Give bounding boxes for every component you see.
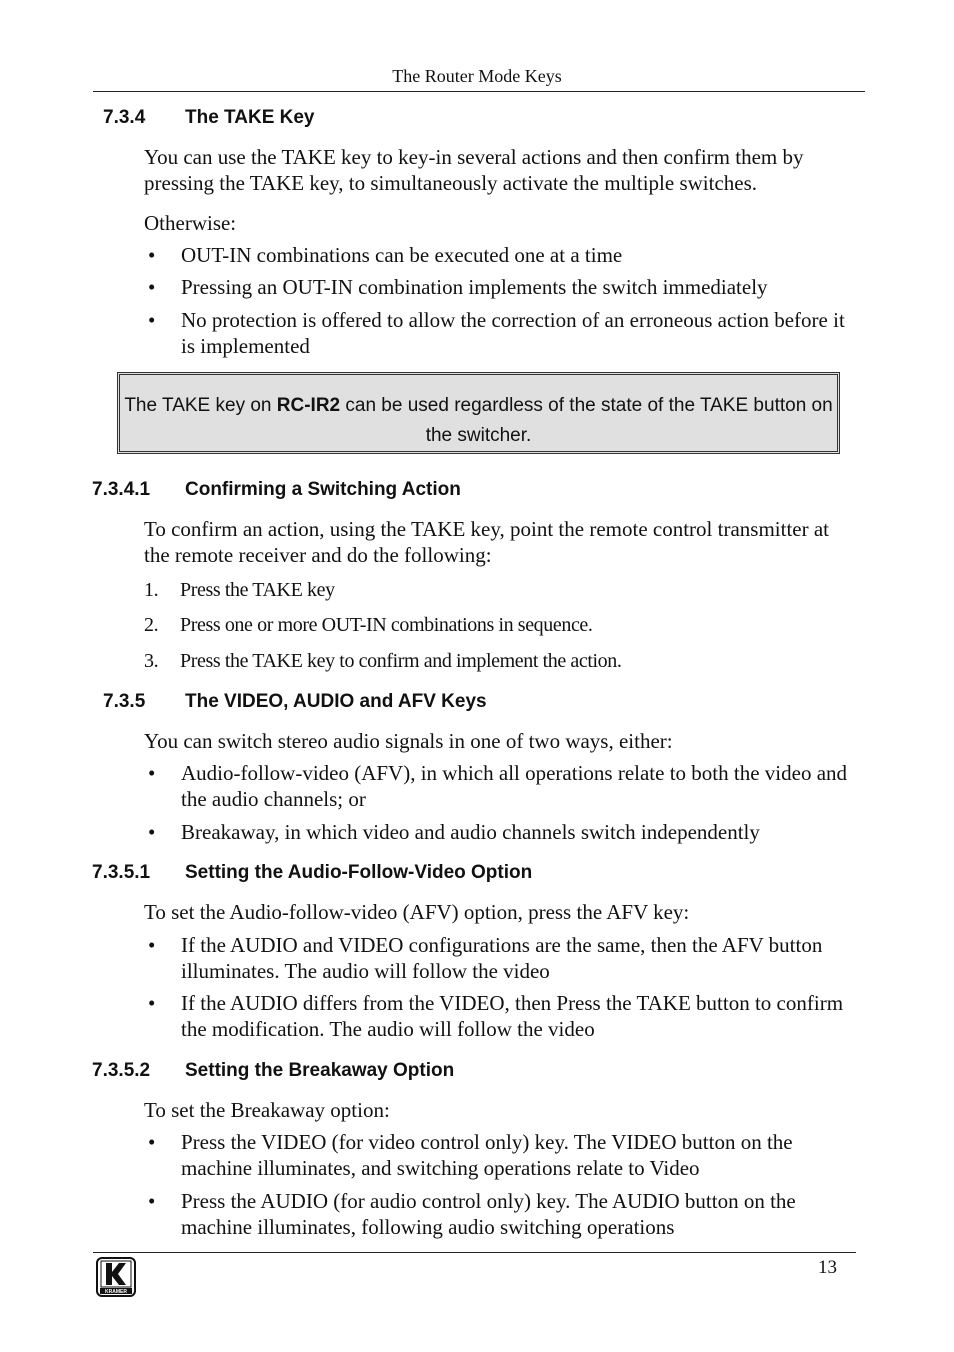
section-number: 7.3.5.2 bbox=[92, 1060, 151, 1081]
section-heading-7-3-5-1 bbox=[92, 862, 532, 884]
bullet-text: Press the VIDEO (for video control only) key. The VIDEO button on the machine illuminates, and switching operations relate to Video bbox=[181, 1130, 793, 1180]
numbered-step bbox=[144, 613, 854, 637]
paragraph-breakaway-intro: To set the Breakaway option: bbox=[144, 1098, 390, 1122]
paragraph-take-intro: You can use the TAKE key to key-in several actions and then confirm them by pressing the TAKE key, to simultaneously activate the multiple switches. bbox=[144, 145, 804, 195]
bullet-item bbox=[144, 819, 854, 845]
step-text: Press the TAKE key bbox=[180, 579, 335, 601]
bullet-item bbox=[144, 307, 854, 359]
note-text-prefix: The TAKE key on bbox=[124, 395, 277, 416]
bullet-text: If the AUDIO differs from the VIDEO, then Press the TAKE button to confirm the modification. The audio will follow the video bbox=[181, 991, 844, 1041]
section-heading-7-3-5-2 bbox=[92, 1060, 454, 1082]
bullet-text: Audio-follow-video (AFV), in which all operations relate to both the video and the audio channels; or bbox=[181, 761, 848, 811]
running-header: The Router Mode Keys bbox=[392, 66, 562, 86]
section-number: 7.3.5.1 bbox=[92, 862, 151, 883]
section-number: 7.3.5 bbox=[103, 691, 146, 712]
bullet-icon: • bbox=[148, 991, 156, 1015]
numbered-step bbox=[144, 649, 854, 673]
section-heading-7-3-5 bbox=[103, 691, 487, 713]
numbered-step bbox=[144, 578, 854, 602]
section-title: Confirming a Switching Action bbox=[185, 479, 461, 500]
step-text: Press the TAKE key to confirm and implement the action. bbox=[180, 650, 622, 672]
paragraph-confirm-intro: To confirm an action, using the TAKE key, point the remote control transmitter at the remote receiver and do the following: bbox=[144, 517, 830, 567]
bullet-text: No protection is offered to allow the correction of an erroneous action before it is implemented bbox=[181, 308, 845, 358]
section-number: 7.3.4.1 bbox=[92, 479, 151, 500]
bullet-icon: • bbox=[148, 1189, 156, 1213]
paragraph-otherwise: Otherwise: bbox=[144, 211, 237, 235]
page-number: 13 bbox=[818, 1257, 837, 1278]
paragraph-afv-intro: To set the Audio-follow-video (AFV) option, press the AFV key: bbox=[144, 900, 690, 924]
bullet-icon: • bbox=[148, 1130, 156, 1154]
note-box bbox=[117, 372, 840, 454]
section-title: The TAKE Key bbox=[185, 107, 315, 128]
step-number: 3. bbox=[144, 650, 159, 672]
bullet-item bbox=[144, 760, 854, 812]
section-heading-7-3-4 bbox=[103, 107, 315, 129]
bullet-icon: • bbox=[148, 308, 156, 332]
bullet-item bbox=[144, 1129, 854, 1181]
section-number: 7.3.4 bbox=[103, 107, 146, 128]
bullet-icon: • bbox=[148, 761, 156, 785]
bullet-text: OUT-IN combinations can be executed one at a time bbox=[181, 243, 623, 267]
bullet-icon: • bbox=[148, 820, 156, 844]
bullet-icon: • bbox=[148, 933, 156, 957]
bullet-item bbox=[144, 990, 854, 1042]
note-product-name: RC-IR2 bbox=[276, 395, 341, 416]
bullet-item bbox=[144, 242, 854, 268]
footer-rule bbox=[93, 1252, 856, 1253]
section-title: Setting the Breakaway Option bbox=[185, 1060, 455, 1081]
bullet-text: Breakaway, in which video and audio channels switch independently bbox=[181, 820, 760, 844]
note-text-suffix: can be used regardless of the state of the TAKE button on the switcher. bbox=[340, 395, 833, 446]
bullet-icon: • bbox=[148, 275, 156, 299]
section-title: Setting the Audio-Follow-Video Option bbox=[185, 862, 533, 883]
bullet-item bbox=[144, 1188, 854, 1240]
bullet-text: If the AUDIO and VIDEO configurations are the same, then the AFV button illuminates. The audio will follow the video bbox=[181, 933, 823, 983]
header-rule bbox=[93, 91, 865, 92]
kramer-logo-icon bbox=[96, 1257, 136, 1297]
logo-text: KRAMER bbox=[105, 1289, 127, 1295]
step-number: 2. bbox=[144, 614, 159, 636]
section-heading-7-3-4-1 bbox=[92, 479, 461, 501]
paragraph-audio-intro: You can switch stereo audio signals in one of two ways, either: bbox=[144, 729, 673, 753]
bullet-icon: • bbox=[148, 243, 156, 267]
section-title: The VIDEO, AUDIO and AFV Keys bbox=[185, 691, 487, 712]
step-number: 1. bbox=[144, 579, 159, 601]
bullet-text: Press the AUDIO (for audio control only) key. The AUDIO button on the machine illuminates, following audio switching operations bbox=[181, 1189, 796, 1239]
bullet-item bbox=[144, 274, 854, 300]
bullet-item bbox=[144, 932, 854, 984]
step-text: Press one or more OUT-IN combinations in sequence. bbox=[180, 614, 593, 636]
bullet-text: Pressing an OUT-IN combination implements the switch immediately bbox=[181, 275, 768, 299]
